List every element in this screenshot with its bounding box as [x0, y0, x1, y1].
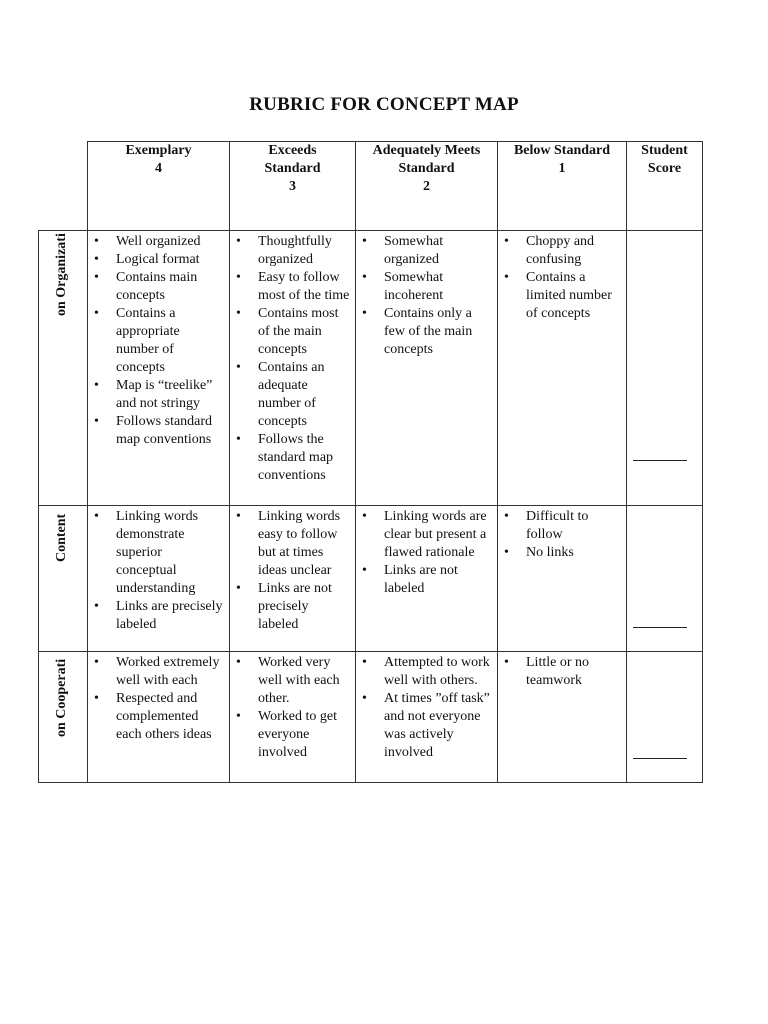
- list-item: • Worked to get everyone involved: [258, 708, 351, 762]
- row-label-cell: [39, 231, 88, 506]
- criteria-list: [230, 654, 355, 762]
- list-item: • Contains a limited number of concepts: [526, 269, 622, 323]
- list-item: • Follows the standard map conventions: [258, 431, 351, 485]
- list-item: • Worked very well with each other.: [258, 654, 351, 708]
- header-text: Standard: [398, 161, 455, 176]
- list-item: • Difficult to follow: [526, 508, 622, 544]
- rubric-table: [38, 141, 703, 783]
- list-item: • Links are not labeled: [384, 562, 493, 598]
- header-score: 2: [423, 179, 430, 194]
- header-student-score: [627, 142, 703, 231]
- header-score: 1: [558, 161, 566, 176]
- criteria-list: [356, 233, 497, 359]
- list-item: • Contains only a few of the main concepts: [384, 305, 493, 359]
- cell-organization-exceeds: [230, 231, 356, 506]
- cell-content-exceeds: [230, 506, 356, 652]
- header-text: Below Standard: [513, 143, 611, 158]
- row-label-cooperation: on Cooperati: [54, 658, 69, 737]
- score-blank-line[interactable]: [633, 758, 687, 759]
- cell-cooperation-below: [498, 652, 627, 783]
- row-label-organization: on Organizati: [54, 233, 69, 316]
- score-blank-line[interactable]: [633, 627, 687, 628]
- cell-cooperation-adequate: [356, 652, 498, 783]
- list-item: • Linking words are clear but present a flawed rationale: [384, 508, 493, 562]
- cell-content-below: [498, 506, 627, 652]
- list-item: • Somewhat organized: [384, 233, 493, 269]
- list-item: • Little or no teamwork: [526, 654, 622, 690]
- cell-cooperation-exemplary: [88, 652, 230, 783]
- row-organization: [39, 231, 703, 506]
- header-text: Standard: [264, 161, 321, 176]
- cell-organization-adequate: [356, 231, 498, 506]
- corner-cell: [39, 142, 88, 231]
- header-text: Exceeds: [268, 143, 317, 158]
- list-item: • Linking words easy to follow but at times ideas unclear: [258, 508, 351, 580]
- list-item: • Thoughtfully organized: [258, 233, 351, 269]
- header-adequately-meets-standard: [356, 142, 498, 231]
- header-text: Student: [641, 143, 688, 158]
- criteria-list: [88, 233, 229, 449]
- criteria-list: [88, 654, 229, 744]
- list-item: • No links: [526, 544, 622, 562]
- row-label-content: Content: [54, 513, 69, 562]
- header-score: 3: [289, 179, 296, 194]
- cell-organization-exemplary: [88, 231, 230, 506]
- list-item: • Well organized: [116, 233, 225, 251]
- criteria-list: [230, 233, 355, 485]
- criteria-list: [498, 654, 626, 690]
- row-content: [39, 506, 703, 652]
- list-item: • At times ”off task” and not everyone was actively involved: [384, 690, 493, 762]
- list-item: • Links are precisely labeled: [116, 598, 225, 634]
- list-item: • Logical format: [116, 251, 225, 269]
- list-item: • Contains main concepts: [116, 269, 225, 305]
- cell-cooperation-exceeds: [230, 652, 356, 783]
- score-cell-content[interactable]: [627, 506, 703, 652]
- page-title: RUBRIC FOR CONCEPT MAP: [249, 94, 519, 115]
- header-exceeds-standard: [230, 142, 356, 231]
- header-exemplary: [88, 142, 230, 231]
- cell-content-exemplary: [88, 506, 230, 652]
- row-label-cell: [39, 652, 88, 783]
- score-cell-organization[interactable]: [627, 231, 703, 506]
- criteria-list: [356, 508, 497, 598]
- header-text: Score: [647, 161, 682, 176]
- header-row: [39, 142, 703, 231]
- list-item: • Contains a appropriate number of concepts: [116, 305, 225, 377]
- row-cooperation: [39, 652, 703, 783]
- header-text: Adequately Meets: [372, 143, 481, 158]
- list-item: • Linking words demonstrate superior conceptual understanding: [116, 508, 225, 598]
- list-item: • Contains an adequate number of concepts: [258, 359, 351, 431]
- list-item: • Contains most of the main concepts: [258, 305, 351, 359]
- header-score: 4: [155, 161, 162, 176]
- score-blank-line[interactable]: [633, 460, 687, 461]
- list-item: • Respected and complemented each others ideas: [116, 690, 225, 744]
- row-label-cell: [39, 506, 88, 652]
- list-item: • Choppy and confusing: [526, 233, 622, 269]
- list-item: • Links are not precisely labeled: [258, 580, 351, 634]
- list-item: • Somewhat incoherent: [384, 269, 493, 305]
- criteria-list: [498, 508, 626, 562]
- header-text: Exemplary: [125, 143, 192, 158]
- list-item: • Easy to follow most of the time: [258, 269, 351, 305]
- header-below-standard: [498, 142, 627, 231]
- criteria-list: [230, 508, 355, 634]
- list-item: • Worked extremely well with each: [116, 654, 225, 690]
- criteria-list: [498, 233, 626, 323]
- criteria-list: [88, 508, 229, 634]
- cell-organization-below: [498, 231, 627, 506]
- criteria-list: [356, 654, 497, 762]
- list-item: • Follows standard map conventions: [116, 413, 225, 449]
- list-item: • Map is “treelike” and not stringy: [116, 377, 225, 413]
- cell-content-adequate: [356, 506, 498, 652]
- list-item: • Attempted to work well with others.: [384, 654, 493, 690]
- score-cell-cooperation[interactable]: [627, 652, 703, 783]
